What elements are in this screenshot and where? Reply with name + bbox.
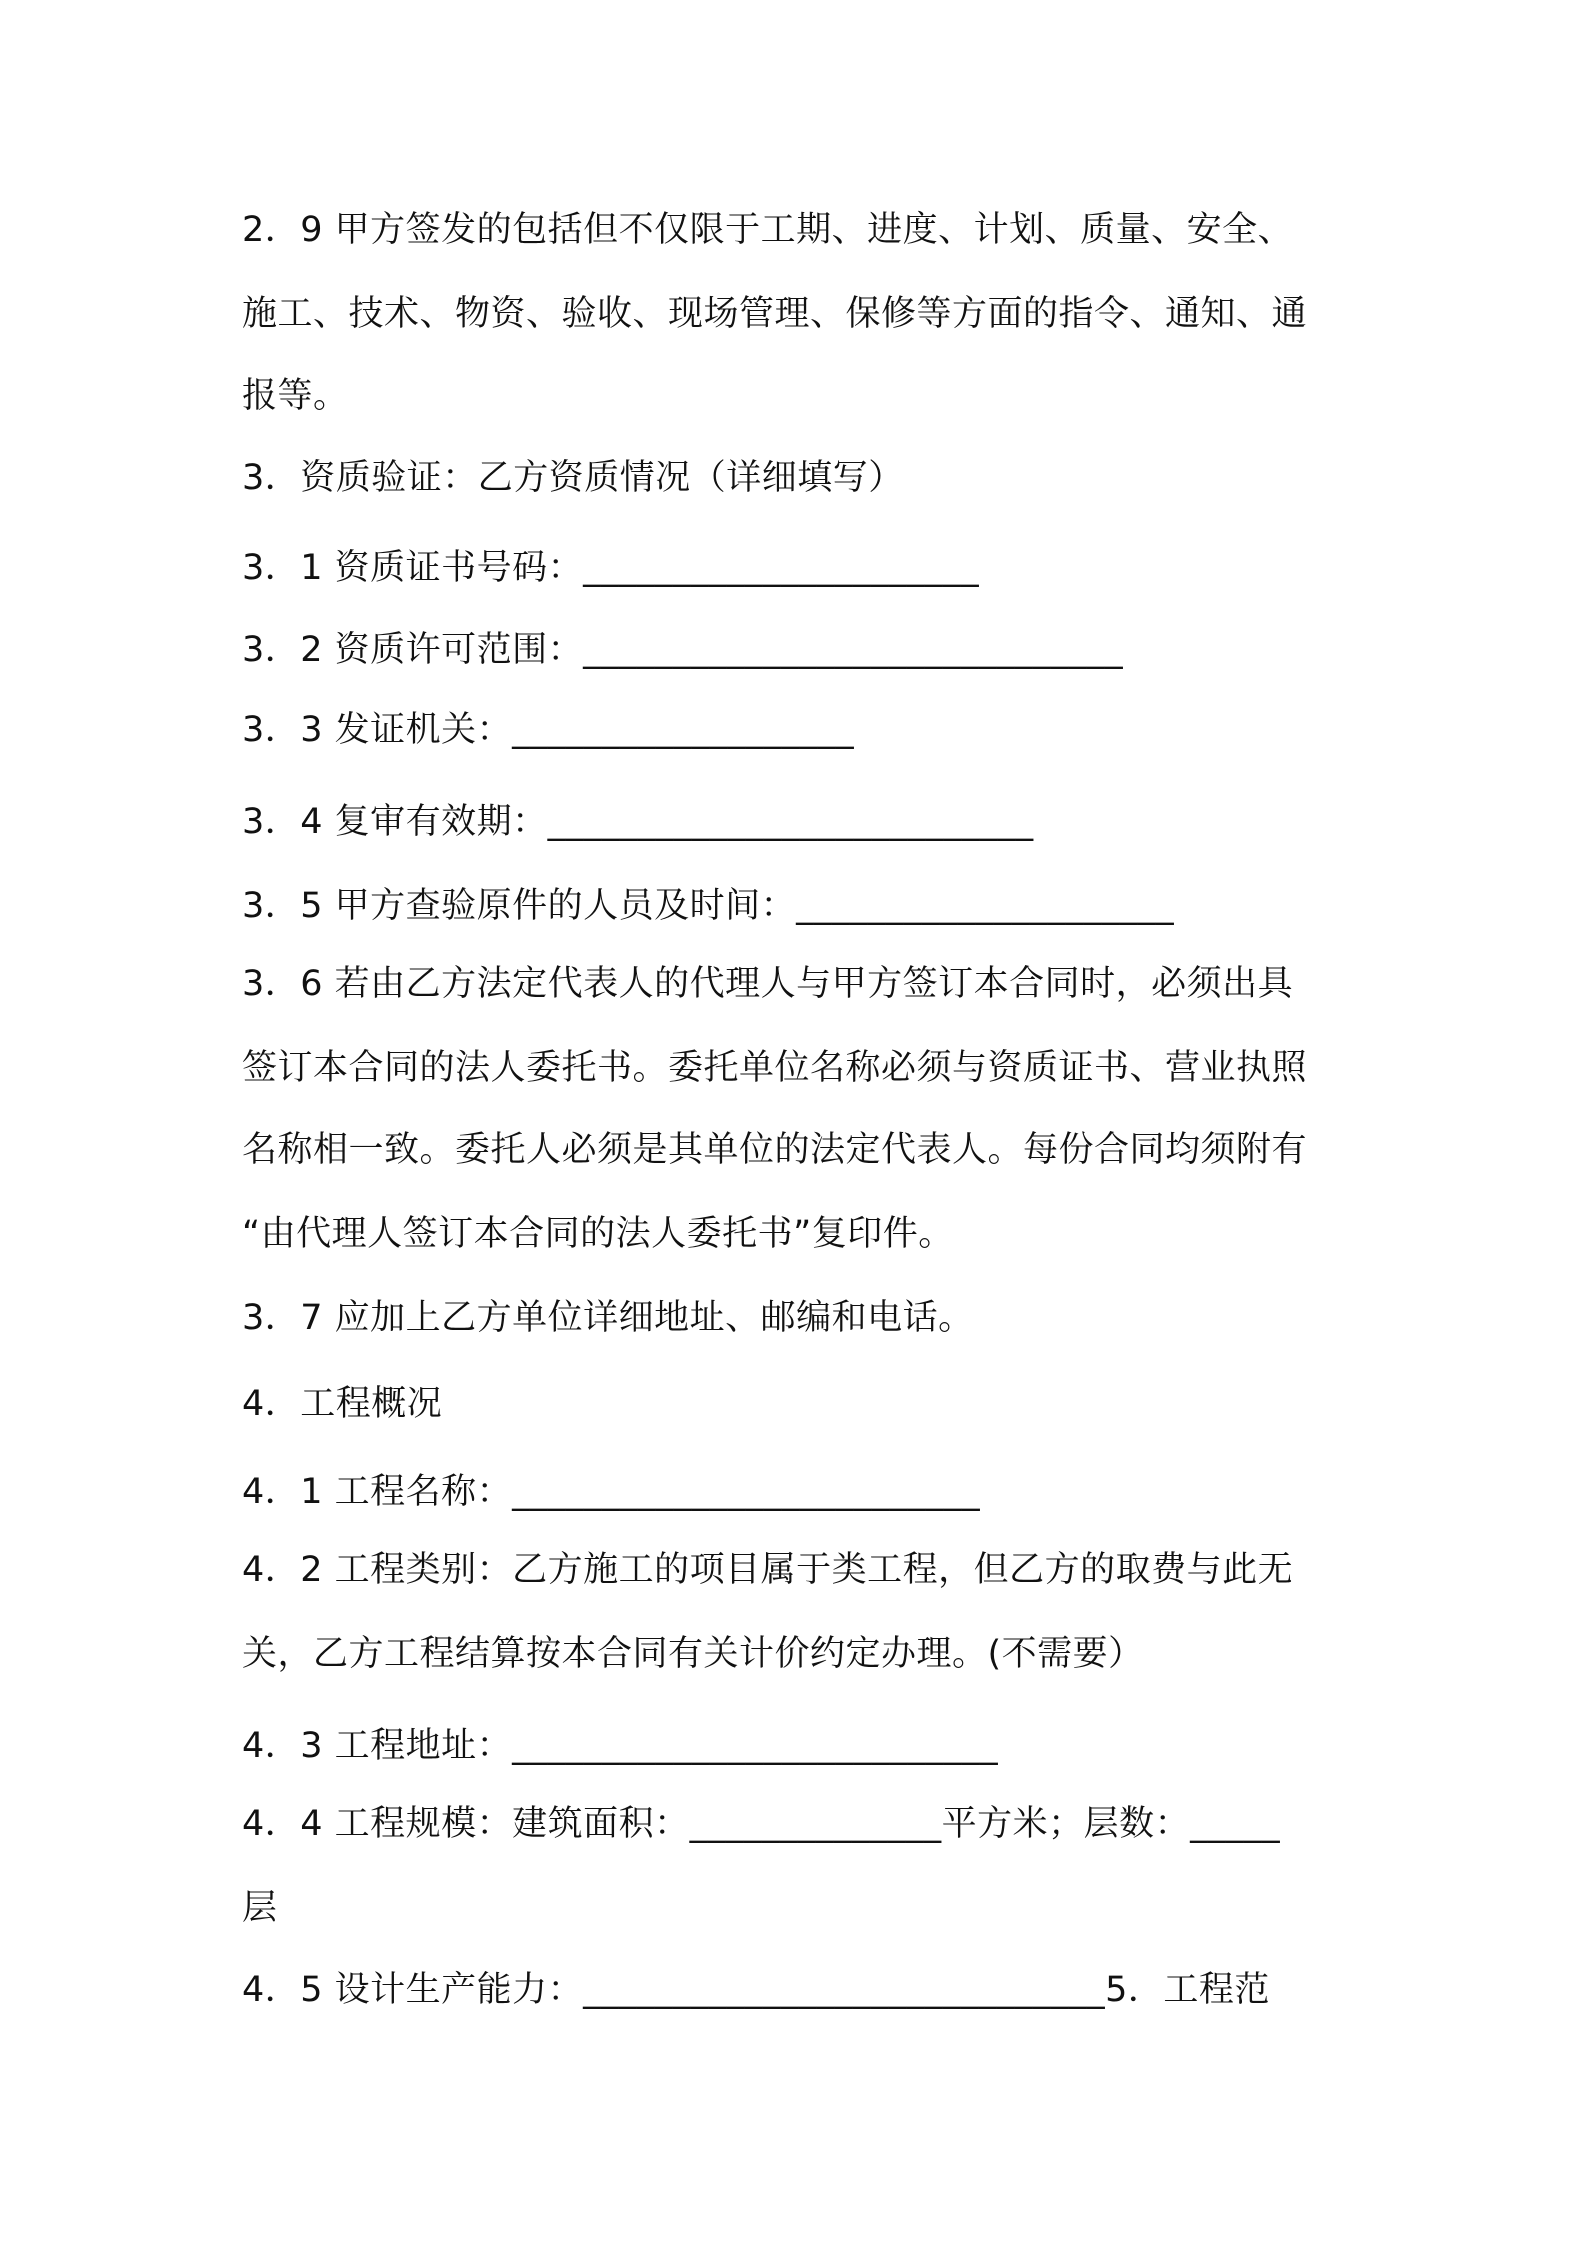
text-line: 2．9 甲方签发的包括但不仅限于工期、进度、计划、质量、安全、 (242, 210, 1294, 250)
text-line: 3．资质验证：乙方资质情况（详细填写） (242, 458, 904, 498)
text-line: 3．5 甲方查验原件的人员及时间：_____________________ (242, 886, 1175, 926)
text-line: 3．6 若由乙方法定代表人的代理人与甲方签订本合同时，必须出具 (242, 964, 1294, 1004)
text-line: 4．2 工程类别：乙方施工的项目属于类工程，但乙方的取费与此无 (242, 1550, 1294, 1590)
text-line: 报等。 (242, 376, 349, 416)
text-line: 3．1 资质证书号码：______________________ (242, 548, 980, 588)
text-line: 4．3 工程地址：___________________________ (242, 1726, 999, 1766)
text-line: 3．2 资质许可范围：______________________________ (242, 630, 1124, 670)
text-line: “由代理人签订本合同的法人委托书”复印件。 (242, 1214, 954, 1254)
text-line: 3．7 应加上乙方单位详细地址、邮编和电话。 (242, 1298, 974, 1338)
text-line: 签订本合同的法人委托书。委托单位名称必须与资质证书、营业执照 (242, 1048, 1308, 1088)
text-line: 3．3 发证机关：___________________ (242, 710, 855, 750)
text-line: 4．4 工程规模：建筑面积：______________平方米；层数：_____ (242, 1804, 1281, 1844)
text-line: 名称相一致。委托人必须是其单位的法定代表人。每份合同均须附有 (242, 1130, 1308, 1170)
text-line: 层 (242, 1888, 278, 1928)
text-line: 4．1 工程名称：__________________________ (242, 1472, 981, 1512)
text-line: 4．工程概况 (242, 1384, 443, 1424)
text-line: 施工、技术、物资、验收、现场管理、保修等方面的指令、通知、通 (242, 294, 1308, 334)
text-line: 关，乙方工程结算按本合同有关计价约定办理。(不需要） (242, 1634, 1144, 1674)
text-line: 3．4 复审有效期：___________________________ (242, 802, 1034, 842)
text-line: 4．5 设计生产能力：_____________________________5．工程范 (242, 1970, 1270, 2010)
